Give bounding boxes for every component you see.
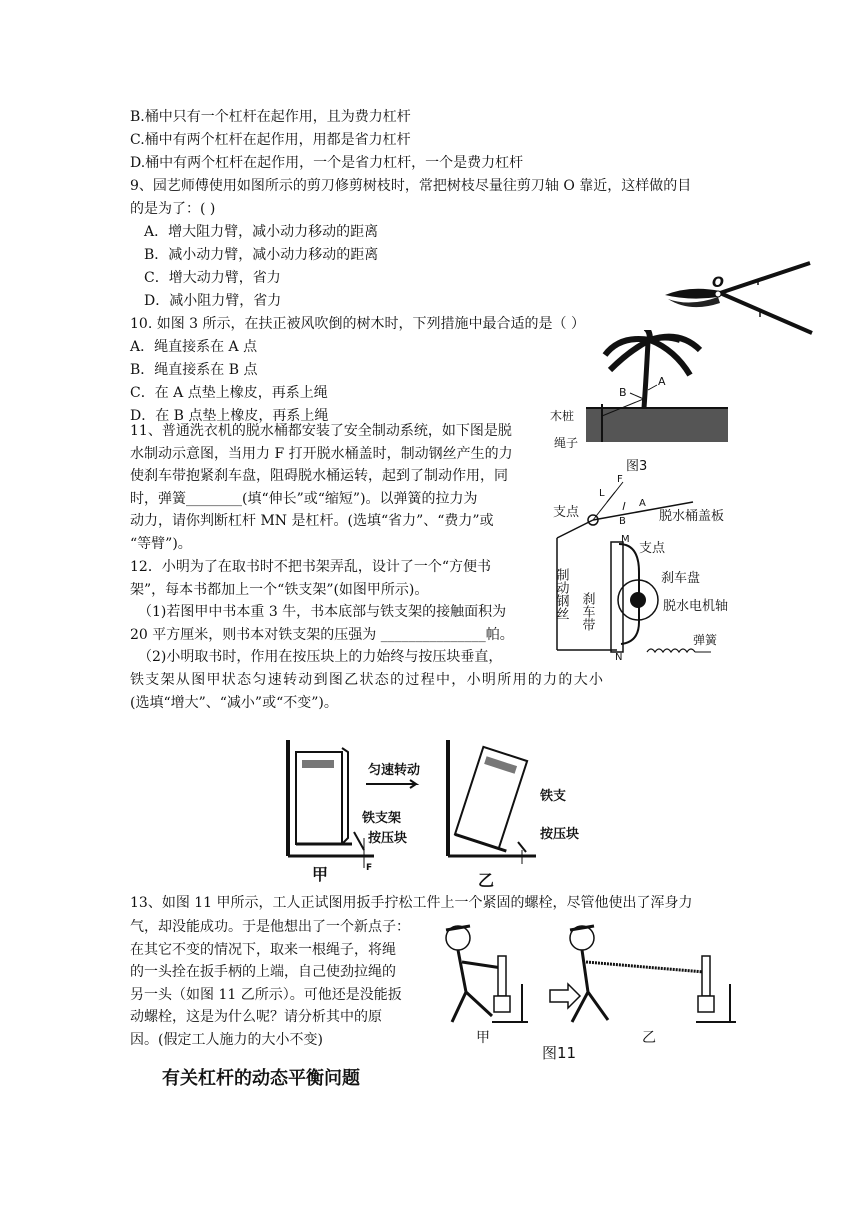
q11-text [130,420,540,555]
q13-line: 的一头拴在扳手柄的上端，自己使劲拉绳的 [130,964,396,980]
q11-line: 使刹车带抱紧刹车盘，阻碍脱水桶运转，起到了制动作用，同 [130,468,508,484]
q13-line: 因。(假定工人施力的大小不变) [130,1031,323,1048]
wrench-yi-label: 乙 [642,1030,656,1046]
q12-line7: (选填“增大”、“减小”或“不变”)。 [130,695,338,711]
q11-line: “等臂”)。 [130,535,192,552]
q8-option-d: D.桶中有两个杠杆在起作用，一个是省力杠杆，一个是费力杠杆 [130,155,524,171]
q10-option-d: D．在 B 点垫上橡皮，再系上绳 [130,408,329,424]
scissors-figure [660,255,818,340]
q13-line: 动螺栓，这是为什么呢？请分析其中的原 [130,1009,382,1025]
bookshelf-press-label-yi: 按压块 [540,827,580,842]
section-heading: 有关杠杆的动态平衡问题 [162,1068,360,1089]
brake-fulcrum-label: 支点 [553,505,580,520]
q10-option-a: A．绳直接系在 A 点 [130,339,258,355]
tree-label-b: B [619,386,627,399]
q12-line: 20 平方厘米，则书本对铁支架的压强为 _______________帕。 [130,626,514,643]
q10-option-b: B．绳直接系在 B 点 [130,362,258,378]
brake-disc-label: 刹车盘 [661,571,701,586]
brake-b-label: B [619,516,626,527]
q9-option-b: B．减小动力臂，减小动力移动的距离 [144,247,379,263]
q13-text [130,916,430,1051]
bookshelf-rotate-label: 匀速转动 [368,763,421,778]
q12-line6: 铁支架从图甲状态匀速转动到图乙状态的过程中，小明所用的力的大小 [130,672,605,688]
scissors-label-o: O [712,275,724,291]
q11-line: 时，弹簧________(填“伸长”或“缩短”)。以弹簧的拉力为 [130,490,478,507]
q10-option-c: C．在 A 点垫上橡皮，再系上绳 [130,385,328,401]
q9-option-a: A．增大阻力臂，减小动力移动的距离 [144,224,379,240]
q11-line: 动力，请你判断杠杆 MN 是杠杆。(选填“省力”、“费力”或 [130,513,494,529]
q11-line: 水制动示意图，当用力 F 打开脱水桶盖时，制动钢丝产生的力 [130,445,513,462]
q9-stem-line1: 9、园艺师傅使用如图所示的剪刀修剪树枝时，常把树枝尽量往剪刀轴 O 靠近，这样做的目 [130,178,692,194]
brake-wire-label: 制动钢丝 [553,568,569,620]
q12-line: 12．小明为了在取书时不把书架弄乱，设计了一个“方便书 [130,559,491,575]
brake-n-label: N [615,652,623,662]
bookshelf-jia-label: 甲 [312,865,329,884]
brake-f-label: F [617,474,623,485]
brake-l-label: L [599,488,605,499]
brake-spring-label: 弹簧 [693,633,718,647]
q12-line: （2)小明取书时，作用在按压块上的力始终与按压块垂直， [138,649,503,665]
q13-line1: 13、如图 11 甲所示，工人正试图用扳手拧松工件上一个紧固的螺栓，尽管他使出了浑身力 [130,895,693,911]
q12-text [130,556,545,669]
q13-line: 气，却没能成功。于是他想出了一个新点子： [130,919,410,935]
q9-option-d: D．减小阻力臂，省力 [144,293,282,309]
bookshelf-yi-label: 乙 [478,871,495,888]
brake-m-label: M [621,534,630,545]
bookshelf-bracket-label-jia: 铁支架 [362,811,402,826]
wrench-worker-figure [432,912,744,1064]
bookshelf-f-label: F [366,863,373,873]
wrench-caption: 图11 [542,1044,577,1062]
q12-line: 架”，每本书都加上一个“铁支架”(如图甲所示)。 [130,581,429,598]
q13-line: 另一头（如图 11 乙所示）。可他还是没能扳 [130,986,402,1003]
q11-line: 11、普通洗衣机的脱水桶都安装了安全制动系统，如下图是脱 [130,423,512,439]
q13-line: 在其它不变的情况下，取来一根绳子，将绳 [130,941,396,958]
q9-option-c: C．增大动力臂，省力 [144,270,281,286]
brake-shaft-label: 脱水电机轴 [663,599,729,614]
wrench-jia-label: 甲 [476,1030,490,1046]
bookshelf-figure [282,738,582,888]
q12-line: （1)若图甲中书本重 3 牛，书本底部与铁支架的接触面积为 [138,604,507,620]
tree-label-rope: 绳子 [554,436,579,450]
q8-option-c: C.桶中有两个杠杆在起作用，用都是省力杠杆 [130,132,411,148]
brake-a-label: A [639,498,646,509]
q9-stem-line2: 的是为了：( ) [130,201,216,217]
brake-system-figure [543,472,733,662]
brake-fulcrum2-label: 支点 [639,541,666,556]
bookshelf-bracket-label-yi: 铁支 [540,789,567,804]
bookshelf-press-label-jia: 按压块 [368,831,408,846]
tree-label-a: A [658,375,666,388]
brake-lid-label: 脱水桶盖板 [659,509,725,524]
tree-caption: 图3 [626,459,648,474]
q10-stem: 10. 如图 3 所示，在扶正被风吹倒的树木时，下列措施中最合适的是（ ） [130,316,585,332]
tree-figure [550,330,730,475]
brake-band-label: 刹车带 [579,592,595,631]
q8-option-b: B.桶中只有一个杠杆在起作用，且为费力杠杆 [130,109,411,125]
tree-label-stake: 木桩 [550,409,575,423]
